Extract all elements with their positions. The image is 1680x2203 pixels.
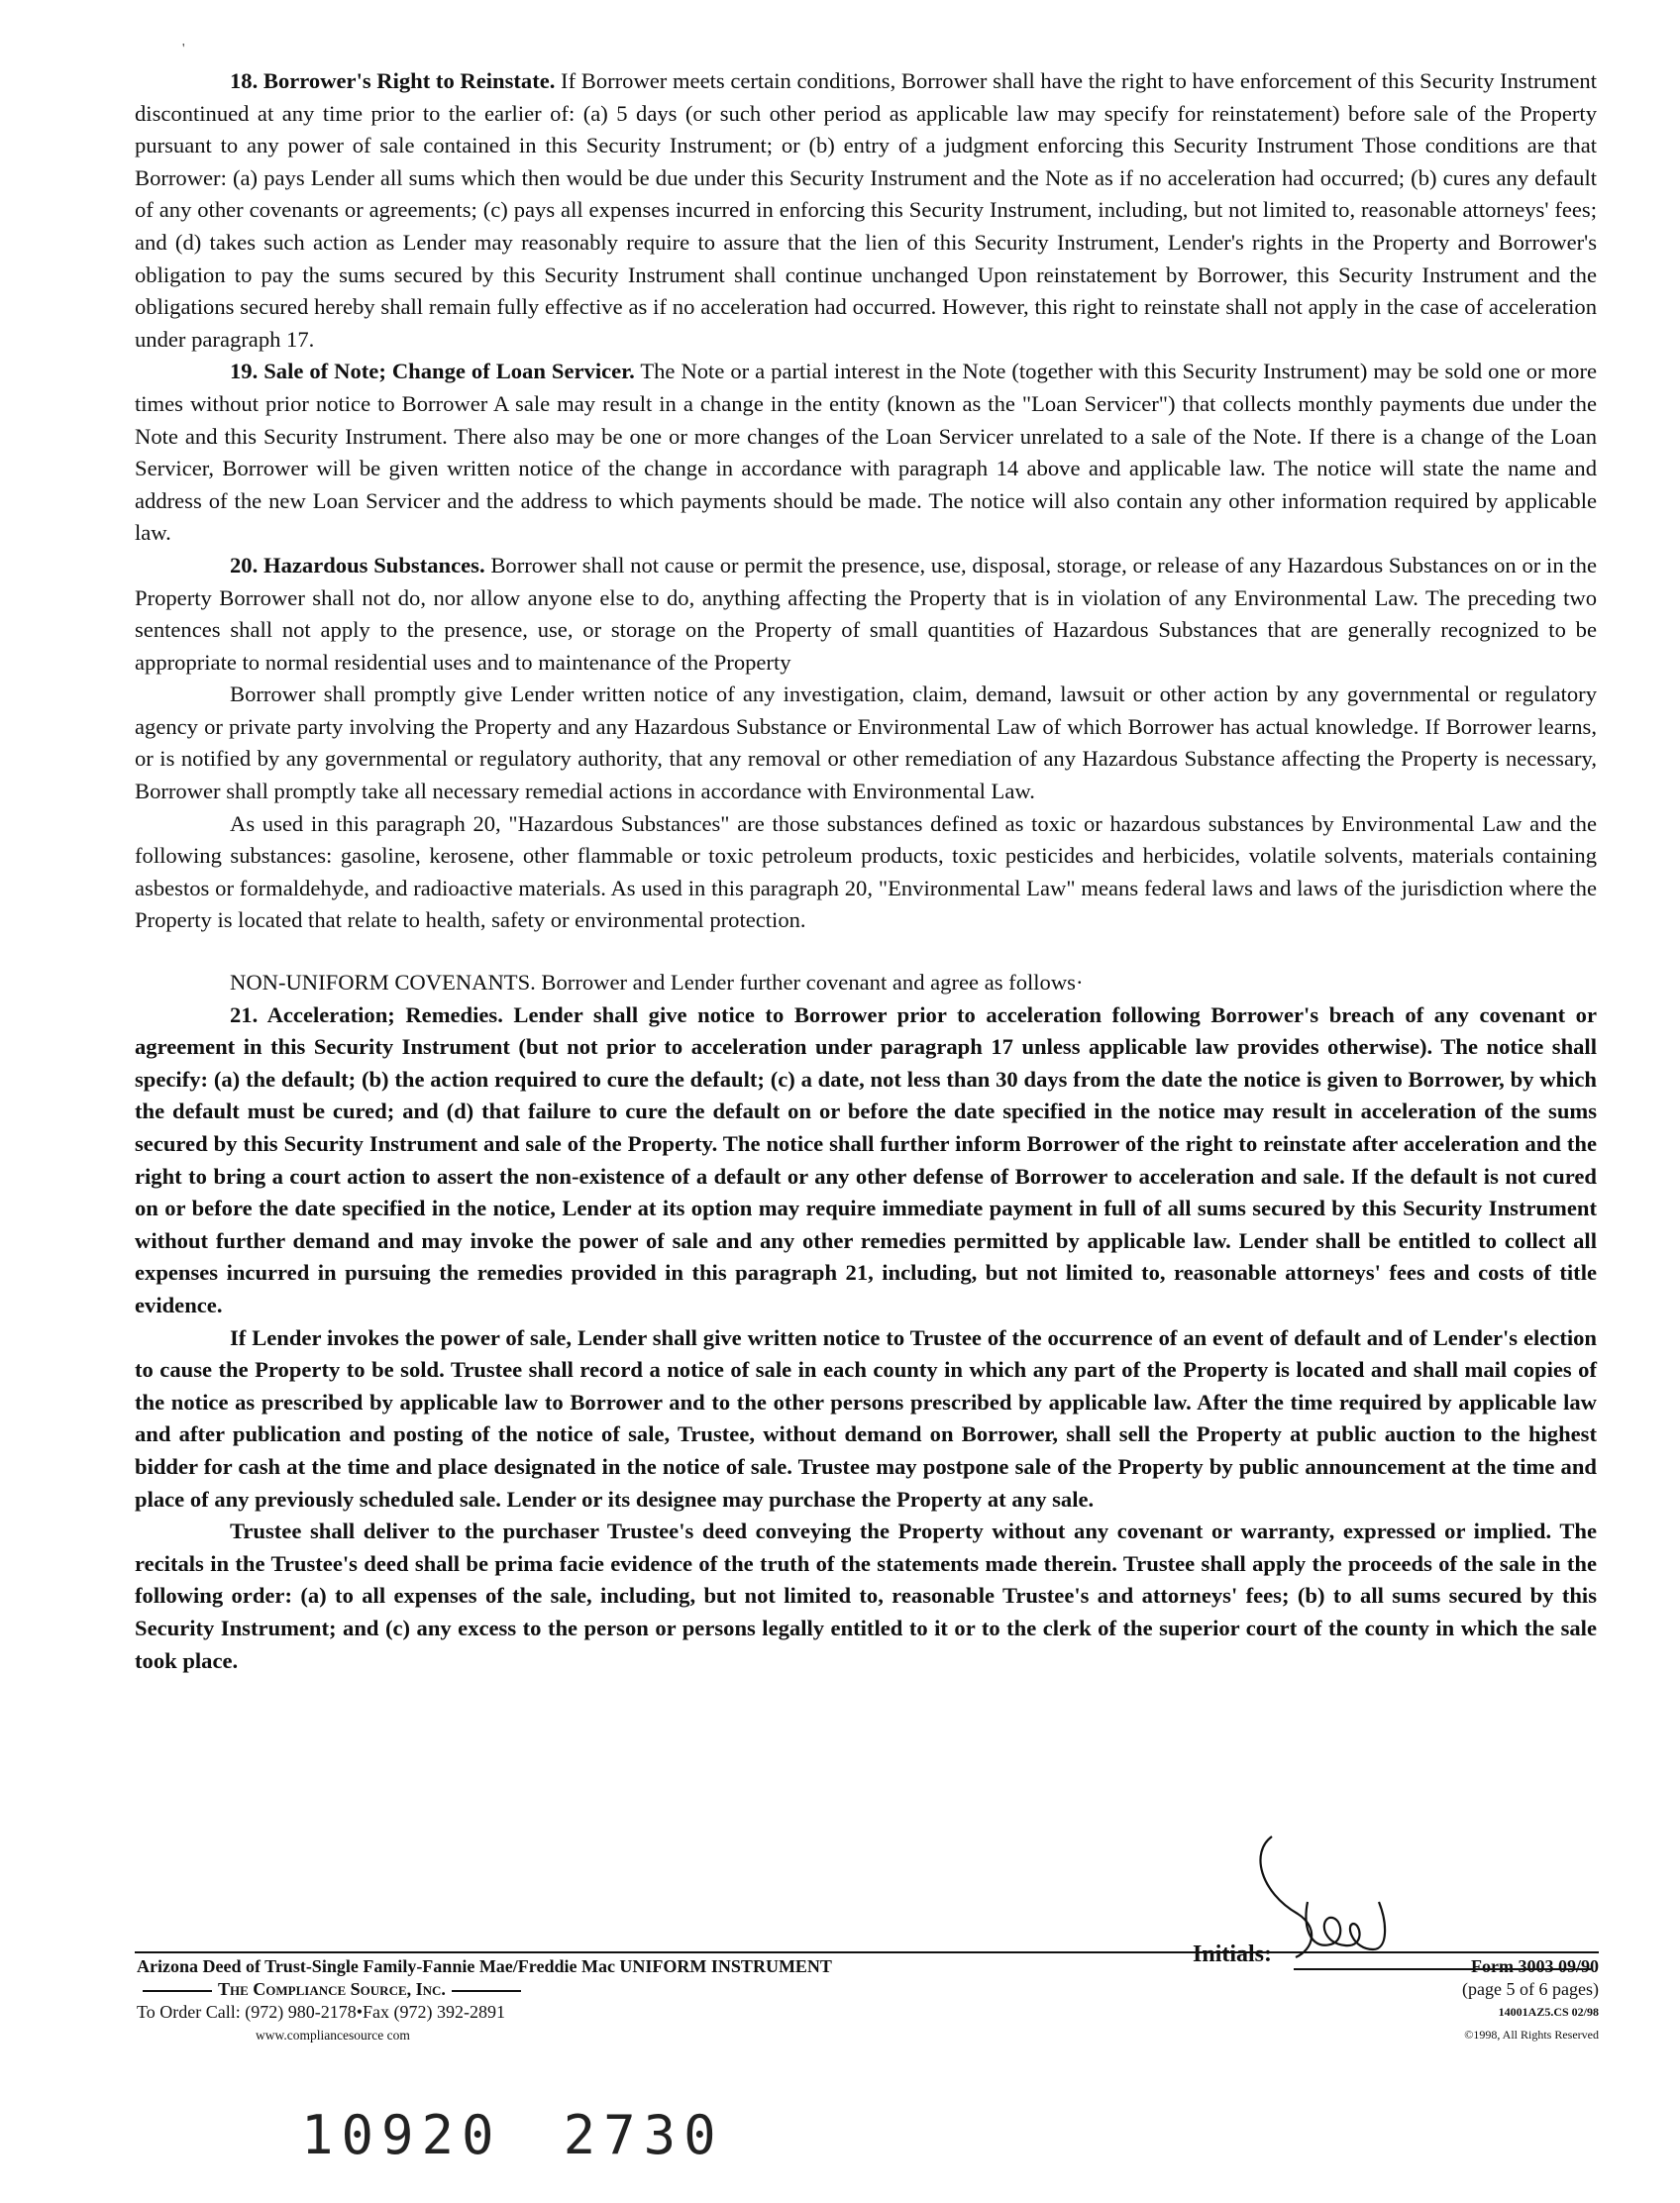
section-gap <box>135 937 1597 967</box>
recording-stamp <box>301 2104 724 2166</box>
stamp-page: 2730 <box>563 2104 724 2166</box>
footer-code: 14001AZ5.CS 02/98 <box>1498 2005 1599 2019</box>
paragraph-text: Borrower shall not cause or permit the presence, use, disposal, storage, or release of any Hazardous Substances on or in the Property Borrower shall not do, nor allow anyone else to do, anything affecting the Property that is in violation of any Environmental Law. The preceding two sentences shall not apply to the presence, use, or storage on the Property of small quantities of Hazardous Substances that are generally recognized to be appropriate to normal residential uses and to maintenance of the Property <box>135 552 1597 675</box>
document-body <box>135 65 1597 1677</box>
footer-website: www.compliancesource com <box>256 2028 410 2043</box>
paragraph-21: 21. Acceleration; Remedies. Lender shall give notice to Borrower prior to acceleration following Borrower's breach of any covenant or agreement in this Security Instrument (but not prior to acceleration under paragraph 17 unless applicable law provides otherwise). The notice shall specify: (a) the default; (b) the action required to cure the default; (c) a date, not less than 30 days from the date the notice is given to Borrower, by which the default must be cured; and (d) that failure to cure the default on or before the date specified in the notice may result in acceleration of the sums secured by this Security Instrument and sale of the Property. The notice shall further inform Borrower of the right to reinstate after acceleration and the right to bring a court action to assert the non-existence of a default or any other defense of Borrower to acceleration and sale. If the default is not cured on or before the date specified in the notice, Lender at its option may require immediate payment in full of all sums secured by this Security Instrument without further demand and may invoke the power of sale and any other remedies permitted by applicable law. Lender shall be entitled to collect all expenses incurred in pursuing the remedies provided in this paragraph 21, including, but not limited to, reasonable attorneys' fees and costs of title evidence. <box>135 1001 1597 1317</box>
paragraph-text: Borrower shall promptly give Lender written notice of any investigation, claim, demand, lawsuit or other action by any governmental or regulatory agency or private party involving the Property and any Hazardous Substance or Environmental Law of which Borrower has actual knowledge. If Borrower learns, or is notified by any governmental or regulatory authority, that any removal or other remediation of any Hazardous Substance affecting the Property is necessary, Borrower shall promptly take all necessary remedial actions in accordance with Environmental Law. <box>135 682 1597 804</box>
paragraph-text: If Borrower meets certain conditions, Borrower shall have the right to have enforcement of this Security Instrument discontinued at any time prior to the earlier of: (a) 5 days (or such other period as applicable law may specify for reinstatement) before sale of the Property pursuant to any power of sale contained in this Security Instrument; or (b) entry of a judgment enforcing this Security Instrument Those conditions are that Borrower: (a) pays Lender all sums which then would be due under this Security Instrument and the Note as if no acceleration had occurred; (b) cures any default of any other covenants or agreements; (c) pays all expenses incurred in enforcing this Security Instrument, including, but not limited to, reasonable attorneys' fees; and (d) takes such action as Lender may reasonably require to assure that the lien of this Security Instrument, Lender's rights in the Property and Borrower's obligation to pay the sums secured by this Security Instrument shall continue unchanged Upon reinstatement by Borrower, this Security Instrument and the obligations secured hereby shall remain fully effective as if no acceleration had occurred. However, this right to reinstate shall not apply in the case of acceleration under paragraph 17. <box>135 68 1597 352</box>
footer-company-line <box>137 1978 832 2001</box>
footer-left <box>137 1955 832 2046</box>
divider <box>452 1990 521 1992</box>
stray-mark: ' <box>182 42 185 56</box>
footer-copyright: ©1998, All Rights Reserved <box>1464 2028 1599 2042</box>
footer-title: Arizona Deed of Trust-Single Family-Fannie Mae/Freddie Mac UNIFORM INSTRUMENT <box>137 1956 832 1976</box>
footer-right <box>1462 1955 1599 2046</box>
paragraph-heading: 20. Hazardous Substances. <box>230 552 485 577</box>
paragraph-heading: 19. Sale of Note; Change of Loan Servicer. <box>230 359 635 384</box>
paragraph-21-trustee-deed: Trustee shall deliver to the purchaser Trustee's deed conveying the Property without any covenant or warranty, expressed or implied. The recitals in the Trustee's deed shall be prima facie evidence of the truth of the statements made therein. Trustee shall apply the proceeds of the sale in the following order: (a) to all expenses of the sale, including, but not limited to, reasonable Trustee's and attorneys' fees; (b) to all sums secured by this Security Instrument; and (c) any excess to the person or persons legally entitled to it or to the clerk of the superior court of the county in which the sale took place. <box>135 1519 1597 1673</box>
paragraph-19 <box>135 356 1597 550</box>
paragraph-21-power-of-sale: If Lender invokes the power of sale, Lender shall give written notice to Trustee of the occurrence of an event of default and of Lender's election to cause the Property to be sold. Trustee shall record a notice of sale in each county in which any part of the Property is located and shall mail copies of the notice as prescribed by applicable law to Borrower and to the other persons prescribed by applicable law. After the time required by applicable law and after publication and posting of the notice of sale, Trustee, without demand on Borrower, shall sell the Property at public auction to the highest bidder for cash at the time and place designated in the notice of sale. Trustee may postpone sale of the Property by public announcement at the time and place of any previously scheduled sale. Lender or its designee may purchase the Property at any sale. <box>135 1324 1597 1512</box>
footer-order: To Order Call: (972) 980-2178•Fax (972) 392-2891 <box>137 2002 505 2022</box>
paragraph-heading: 18. Borrower's Right to Reinstate. <box>230 68 556 93</box>
stamp-book: 10920 <box>301 2104 502 2166</box>
paragraph-20-definitions <box>135 808 1597 937</box>
paragraph-18 <box>135 65 1597 356</box>
footer-form: Form 3003 09/90 <box>1471 1956 1599 1976</box>
footer-company: The Compliance Source, Inc. <box>218 1979 446 1999</box>
footer-rule <box>135 1951 1599 1953</box>
divider <box>143 1990 212 1992</box>
paragraph-text: The Note or a partial interest in the Note (together with this Security Instrument) may be sold one or more times without prior notice to Borrower A sale may result in a change in the entity (known as the "Loan Servicer") that collects monthly payments due under the Note and this Security Instrument. There also may be one or more changes of the Loan Servicer unrelated to a sale of the Note. If there is a change of the Loan Servicer, Borrower will be given written notice of the change in accordance with paragraph 14 above and applicable law. The notice will state the name and address of the new Loan Servicer and the address to which payments should be made. The notice will also contain any other information required by applicable law. <box>135 359 1597 546</box>
paragraph-text: As used in this paragraph 20, "Hazardous Substances" are those substances defined as toxic or hazardous substances by Environmental Law and the following substances: gasoline, kerosene, other flammable or toxic petroleum products, toxic pesticides and herbicides, volatile solvents, materials containing asbestos or formaldehyde, and radioactive materials. As used in this paragraph 20, "Environmental Law" means federal laws and laws of the jurisdiction where the Property is located that relate to health, safety or environmental protection. <box>135 810 1597 933</box>
non-uniform-covenants-heading: NON-UNIFORM COVENANTS. Borrower and Lender further covenant and agree as follows· <box>230 970 1084 996</box>
paragraph-20 <box>135 550 1597 679</box>
footer-page: (page 5 of 6 pages) <box>1462 1979 1599 1999</box>
initials-label: Initials: <box>1193 1941 1273 1967</box>
paragraph-20-notice <box>135 679 1597 807</box>
initials-signature <box>1250 1833 1428 1971</box>
